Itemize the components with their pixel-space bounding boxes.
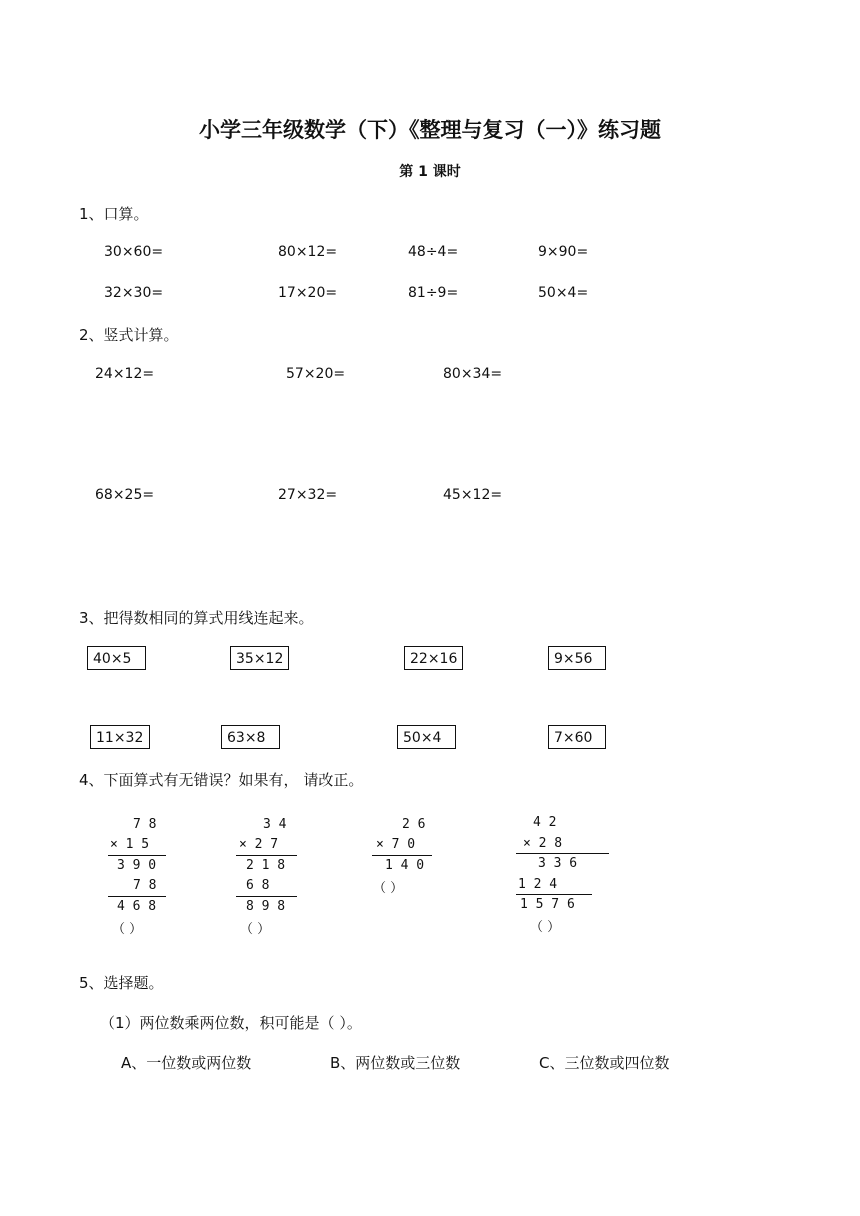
- answer-paren: （ ）: [112, 922, 143, 937]
- q1-expr: 17×20=: [278, 285, 338, 301]
- calc-partial: 1 2 4: [518, 877, 558, 892]
- calc-multiplier: × 2 8: [523, 836, 563, 851]
- match-box: 63×8: [221, 725, 280, 749]
- q2-expr: 57×20=: [286, 366, 346, 382]
- calc-partial: 2 1 8: [246, 858, 286, 873]
- calc-partial: 3 3 6: [538, 856, 578, 871]
- q1-expr: 48÷4=: [408, 244, 459, 260]
- calc-rule: [516, 853, 609, 854]
- calc-multiplier: × 1 5: [110, 837, 150, 852]
- answer-paren: （ ）: [373, 881, 404, 896]
- calc-multiplier: × 2 7: [239, 837, 279, 852]
- q5-heading: 5、选择题。: [79, 974, 164, 992]
- calc-rule: [372, 855, 432, 856]
- answer-paren: （ ）: [240, 922, 271, 937]
- calc-result: 8 9 8: [246, 899, 286, 914]
- match-box: 35×12: [230, 646, 289, 670]
- match-box: 40×5: [87, 646, 146, 670]
- option-a: A、一位数或两位数: [121, 1054, 252, 1072]
- calc-rule: [108, 855, 166, 856]
- q5-subquestion: （1）两位数乘两位数，积可能是（ ）。: [100, 1014, 362, 1032]
- calc-multiplier: × 7 0: [376, 837, 416, 852]
- calc-partial: 3 9 0: [117, 858, 157, 873]
- q1-expr: 50×4=: [538, 285, 589, 301]
- calc-partial: 7 8: [133, 878, 157, 893]
- calc-rule: [516, 894, 592, 895]
- option-b: B、两位数或三位数: [330, 1054, 461, 1072]
- calc-result: 1 4 0: [385, 858, 425, 873]
- q1-heading: 1、口算。: [79, 205, 149, 223]
- q1-expr: 32×30=: [104, 285, 164, 301]
- match-box: 22×16: [404, 646, 463, 670]
- page-subtitle: 第 1 课时: [399, 164, 461, 180]
- q2-expr: 24×12=: [95, 366, 155, 382]
- q1-expr: 30×60=: [104, 244, 164, 260]
- q2-heading: 2、竖式计算。: [79, 326, 179, 344]
- calc-multiplicand: 2 6: [402, 817, 426, 832]
- calc-multiplicand: 4 2: [533, 815, 557, 830]
- match-box: 9×56: [548, 646, 606, 670]
- calc-rule: [236, 855, 297, 856]
- q1-expr: 80×12=: [278, 244, 338, 260]
- calc-result: 1 5 7 6: [520, 897, 575, 912]
- calc-partial: 6 8: [246, 878, 270, 893]
- q1-expr: 9×90=: [538, 244, 589, 260]
- calc-result: 4 6 8: [117, 899, 157, 914]
- match-box: 7×60: [548, 725, 606, 749]
- calc-rule: [108, 896, 166, 897]
- calc-rule: [236, 896, 297, 897]
- q2-expr: 68×25=: [95, 487, 155, 503]
- q3-heading: 3、把得数相同的算式用线连起来。: [79, 609, 314, 627]
- q2-expr: 27×32=: [278, 487, 338, 503]
- answer-paren: （ ）: [530, 920, 561, 935]
- page-title: 小学三年级数学（下）《整理与复习（一）》练习题: [199, 118, 661, 142]
- q2-expr: 80×34=: [443, 366, 503, 382]
- option-c: C、三位数或四位数: [539, 1054, 670, 1072]
- calc-multiplicand: 7 8: [133, 817, 157, 832]
- q2-expr: 45×12=: [443, 487, 503, 503]
- q1-expr: 81÷9=: [408, 285, 459, 301]
- q4-heading: 4、下面算式有无错误？如果有， 请改正。: [79, 771, 364, 789]
- match-box: 50×4: [397, 725, 456, 749]
- match-box: 11×32: [90, 725, 150, 749]
- calc-multiplicand: 3 4: [263, 817, 287, 832]
